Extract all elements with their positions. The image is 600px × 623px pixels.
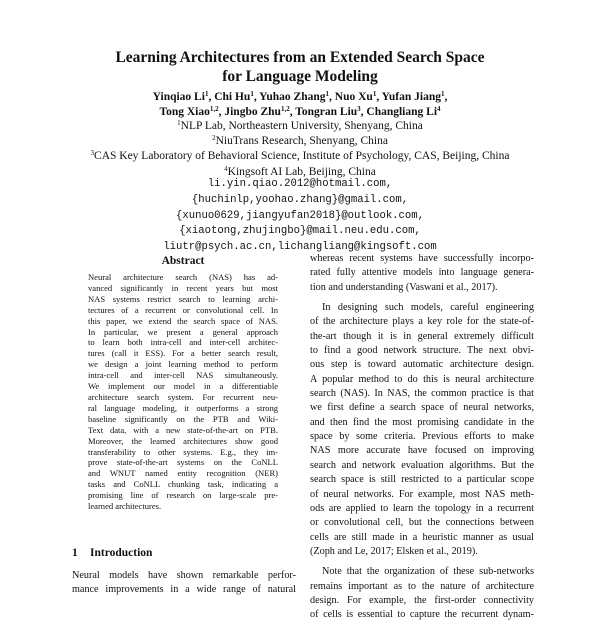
affiliation — [0, 149, 600, 164]
body-line: of the architecture plays a key role for the state-of- — [310, 316, 534, 328]
body-line: (Zoph and Le, 2017; Elsken et al., 2019). — [310, 545, 478, 557]
title-line: for Language Modeling — [222, 68, 378, 85]
body-line: or convolutional cell, but the connections between — [310, 517, 534, 529]
abstract-line: prove state-of-the-art systems on the CoNLL — [88, 457, 278, 468]
body-line: remains important as to the nature of architecture — [310, 580, 534, 592]
body-line: mance improvements in a wide range of natural — [72, 584, 296, 596]
body-line: search space is still restricted to a particular scope — [310, 474, 534, 486]
abstract-line: promising line of research on large-scale pre- — [88, 490, 278, 501]
body-line: search and network evaluation algorithms. But the — [310, 459, 534, 471]
author-line: Yinqiao Li$^1$, Chi Hu$^1$, Yuhao Zhang$^1$, Nuo Xu$^1$, Yufan Jiang$^1$, — [152, 90, 448, 103]
affiliation-list — [0, 119, 600, 180]
title-line: Learning Architectures from an Extended Search Space — [115, 49, 485, 66]
right-column-body — [310, 252, 534, 623]
abstract-line: intra-cell and inter-cell NAS simultaneously. — [88, 370, 278, 381]
author-name: Jingbo Zhu — [224, 106, 281, 118]
author-line: Tong Xiao$^{1,2}$, Jingbo Zhu$^{1,2}$, Tongran Liu$^3$, Changliang Li$^4$ — [159, 105, 441, 118]
abstract-line: We implement our model in a differentiable — [88, 381, 278, 392]
body-line: cells are still made in a heuristic manner as usual — [310, 531, 534, 543]
abstract-line: In particular, we present a general approach — [88, 326, 278, 337]
abstract-line: tasks and CoNLL chunking task, indicating a — [88, 479, 278, 490]
abstract-line: to learn both intra-cell and inter-cell architec- — [88, 337, 278, 348]
affiliation-mark: 2 — [212, 134, 216, 143]
author-affil-mark: 1 — [325, 90, 330, 98]
section-heading-introduction — [72, 547, 152, 559]
email-line: liutr@psych.ac.cn,lichangliang@kingsoft.com — [163, 241, 437, 254]
abstract-heading: Abstract — [161, 255, 205, 267]
body-line: ods are applied to learn the topology in a recurrent — [310, 502, 534, 514]
affiliation — [0, 134, 600, 149]
body-line: whereas recent systems have successfully incorpo- — [310, 253, 534, 264]
body-line: NAS more accurate have focused on improving — [310, 445, 534, 457]
author-list — [0, 90, 600, 120]
author-name: Tong Xiao — [159, 106, 210, 118]
author-affil-mark: 1 — [440, 90, 445, 98]
author-affil-mark: 3 — [357, 105, 361, 113]
body-line: search (NAS). In NAS, the common practice is that — [310, 388, 534, 400]
abstract-line: ral language modeling, it outperforms a strong — [88, 402, 278, 413]
affiliation — [0, 119, 600, 134]
author-name: Yuhao Zhang — [259, 91, 326, 103]
email-line: li.yin.qiao.2012@hotmail.com, — [207, 178, 393, 190]
email-list — [0, 177, 600, 256]
author-affil-mark: 1,2 — [209, 105, 219, 113]
abstract-line: Moreover, the learned architectures show good — [88, 435, 278, 446]
body-line: ous step is toward automatic architecture design. — [310, 359, 534, 371]
body-line: tion and understanding (Vaswani et al., 2017). — [310, 281, 498, 293]
email-line: {huchinlp,yoohao.zhang}@gmail.com, — [191, 193, 409, 206]
body-line: Note that the organization of these sub-networks — [322, 566, 534, 578]
abstract-line: Neural architecture search (NAS) has ad- — [88, 272, 278, 282]
abstract-line: this paper, we extend the search space of NAS. — [88, 315, 278, 326]
abstract-line: Text data, with a new state-of-the-art on PTB. — [88, 424, 278, 435]
author-name: Yufan Jiang — [381, 91, 441, 103]
affiliation-text: NiuTrans Research, Shenyang, China — [215, 135, 388, 148]
author-affil-mark: 1 — [250, 90, 254, 98]
abstract-line: transferability to other systems. E.g., they im- — [88, 446, 278, 457]
abstract-line: and WNUT named entity recognition (NER) — [88, 468, 278, 479]
body-line: the-art though it is in general extremely difficult — [310, 330, 534, 342]
abstract-line: learned architectures. — [88, 501, 162, 512]
body-line: Neural models have shown remarkable perfor- — [72, 570, 296, 581]
affiliation-mark: 4 — [224, 164, 228, 173]
body-line: to find a good network structure. The next obvi- — [310, 345, 534, 357]
author-affil-mark: 1 — [204, 90, 209, 98]
body-line: A popular method to do this is neural architecture — [310, 373, 534, 385]
author-name: Nuo Xu — [334, 91, 373, 103]
abstract-body — [88, 272, 278, 512]
affiliation-mark: 1 — [177, 119, 181, 127]
abstract-line: we design a joint learning method to perform — [88, 359, 278, 370]
introduction-body — [72, 569, 296, 598]
body-line: we first define a search space of neural networks, — [310, 402, 534, 414]
author-affil-mark: 4 — [437, 105, 441, 113]
email-line: {xiaotong,zhujingbo}@mail.neu.edu.com, — [179, 225, 421, 238]
body-line: of cells is essential to capture the recurrent dynam- — [310, 609, 534, 621]
author-affil-mark: 1 — [372, 90, 377, 98]
abstract-line: baseline significantly on the PTB and Wiki- — [88, 413, 278, 424]
body-line: and then find the most promising candidate in the — [310, 416, 534, 428]
section-number: 1 — [72, 547, 78, 559]
email-line: {xunuo0629,jiangyufan2018}@outlook.com, — [176, 209, 424, 222]
abstract-line: NAS systems restrict search to learning archi- — [88, 293, 278, 304]
author-affil-mark: 1,2 — [280, 105, 290, 113]
paper-title — [0, 48, 600, 86]
affiliation-text: NLP Lab, Northeastern University, Shenyang, China — [180, 120, 423, 132]
abstract-line: tectures of a recurrent or convolutional cell. In — [88, 304, 278, 315]
affiliation-text: Kingsoft AI Lab, Beijing, China — [227, 165, 376, 178]
author-name: Yinqiao Li — [152, 91, 205, 103]
author-name: Chi Hu — [214, 91, 251, 103]
body-line: of neural networks. For example, most NAS meth- — [310, 488, 534, 500]
abstract-line: vanced significantly in recent years but most — [88, 282, 278, 293]
abstract-line: tures (call it ESS). For a better search result, — [88, 348, 278, 359]
author-name: Tongran Liu — [295, 106, 358, 118]
section-title: Introduction — [90, 547, 153, 559]
author-name: Changliang Li — [366, 106, 438, 118]
affiliation-mark: 3 — [90, 149, 95, 158]
body-line: design. For example, the first-order connectivity — [310, 594, 534, 606]
body-line: rated fully attentive models into language genera- — [310, 267, 534, 279]
abstract-line: architecture search system. For recurrent neu- — [88, 391, 278, 402]
body-line: In designing such models, careful engineering — [322, 302, 534, 314]
body-line: space by some criteria. Previous efforts to make — [310, 431, 534, 443]
affiliation-text: CAS Key Laboratory of Behavioral Science, Institute of Psychology, CAS, Beijing, China — [94, 150, 510, 163]
